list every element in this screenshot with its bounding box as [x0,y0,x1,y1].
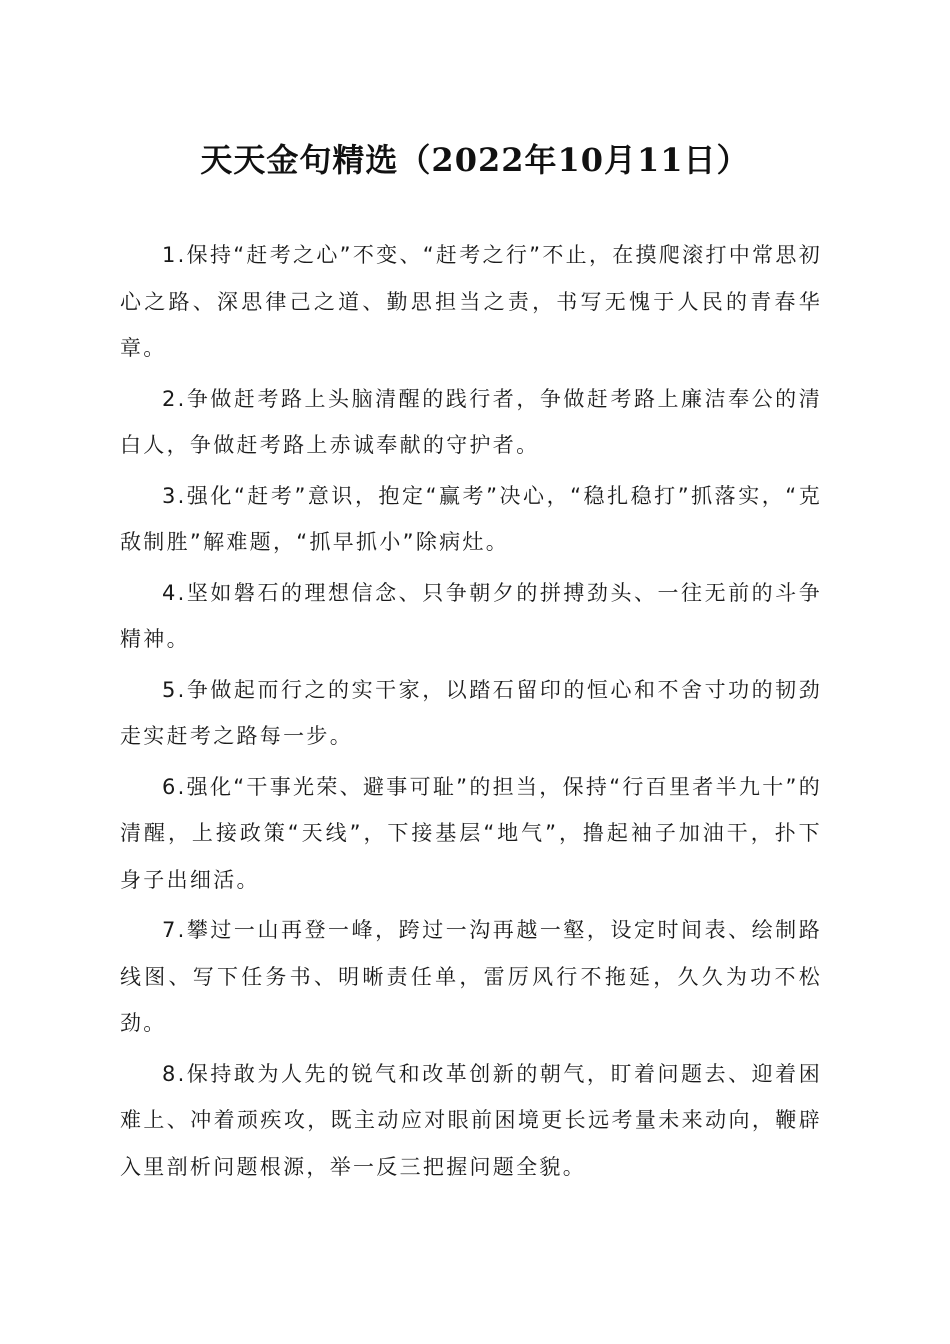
quote-paragraph-2: 2.争做赶考路上头脑清醒的践行者，争做赶考路上廉洁奉公的清白人，争做赶考路上赤诚奉献的守护者。 [120,386,822,457]
quote-paragraph-4: 4.坚如磐石的理想信念、只争朝夕的拼搏劲头、一往无前的斗争精神。 [120,580,822,651]
document-body [120,232,822,1194]
quote-paragraph-1: 1.保持“赶考之心”不变、“赶考之行”不止，在摸爬滚打中常思初心之路、深思律己之道、勤思担当之责，书写无愧于人民的青春华章。 [120,243,822,360]
quote-paragraph-8: 8.保持敢为人先的锐气和改革创新的朝气，盯着问题去、迎着困难上、冲着顽疾攻，既主动应对眼前困境更长远考量未来动向，鞭辟入里剖析问题根源，举一反三把握问题全貌。 [120,1061,822,1179]
quote-paragraph-6: 6.强化“干事光荣、避事可耻”的担当，保持“行百里者半九十”的清醒，上接政策“天线”，下接基层“地气”，撸起袖子加油干，扑下身子出细活。 [120,774,822,892]
quote-paragraph-7: 7.攀过一山再登一峰，跨过一沟再越一壑，设定时间表、绘制路线图、写下任务书、明晰责任单，雷厉风行不拖延，久久为功不松劲。 [120,918,822,1035]
document-title: 天天金句精选（2022年10月11日） [200,141,750,179]
quote-paragraph-3: 3.强化“赶考”意识，抱定“赢考”决心，“稳扎稳打”抓落实，“克敌制胜”解难题，“抓早抓小”除病灶。 [120,483,822,554]
quote-paragraph-5: 5.争做起而行之的实干家，以踏石留印的恒心和不舍寸功的韧劲走实赶考之路每一步。 [120,677,822,748]
